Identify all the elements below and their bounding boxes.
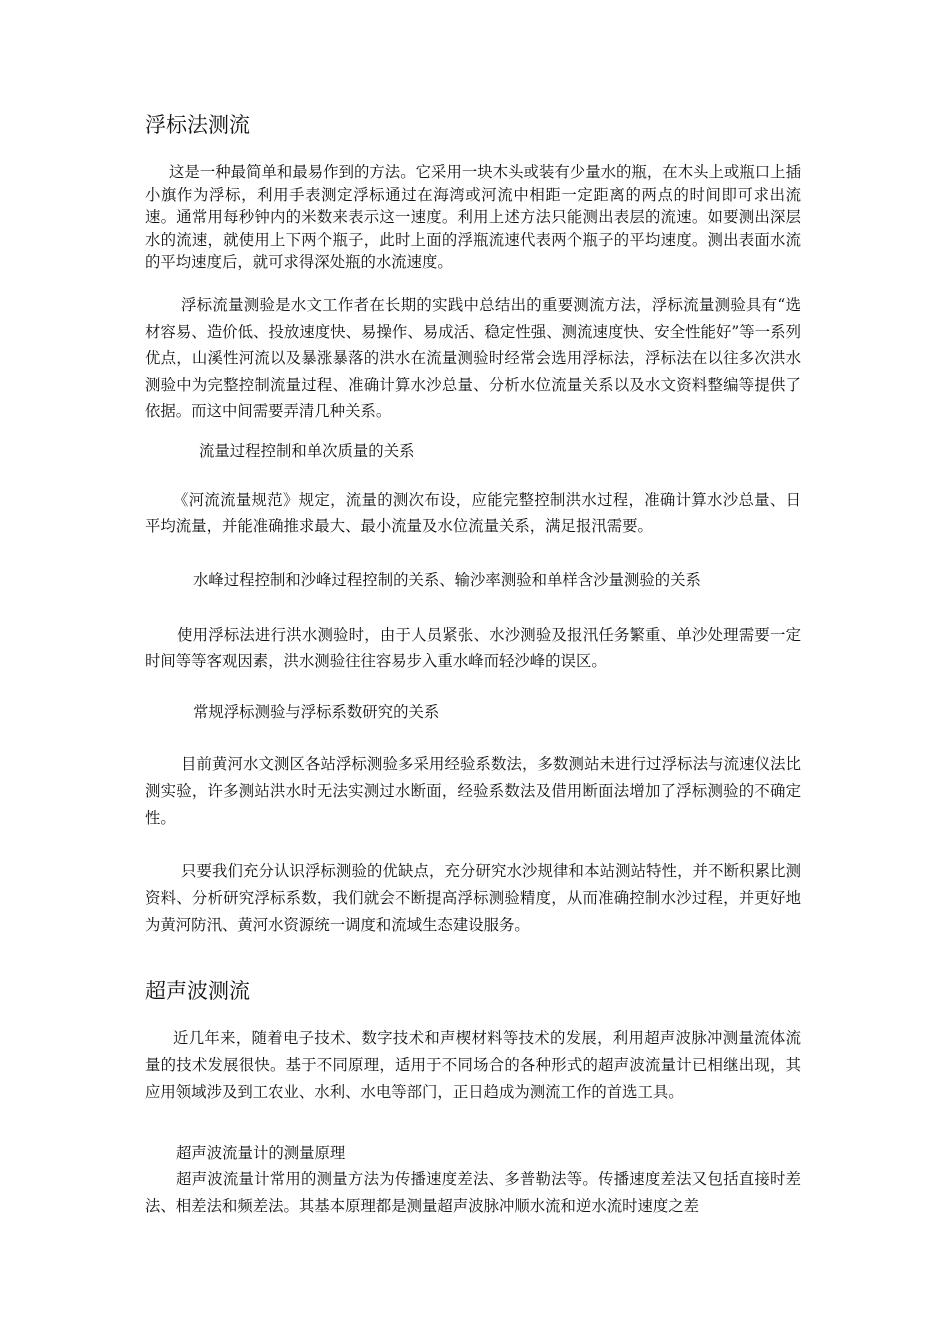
section-title-float-method: 浮标法测流 (145, 113, 250, 137)
subheading-water-sediment-peak: 水峰过程控制和沙峰过程控制的关系、输沙率测验和单样含沙量测验的关系 (193, 571, 701, 589)
paragraph-yellow-river-stations: 目前黄河水文测区各站浮标测验多采用经验系数法，多数测站未进行过浮标法与流速仪法比测实验，许多测站洪水时无法实测过水断面，经验系数法及借用断面法增加了浮标测验的不确定性。 (145, 755, 801, 827)
paragraph-ultrasonic-intro: 近几年来，随着电子技术、数字技术和声楔材料等技术的发展，利用超声波脉冲测量流体流量的技术发展很快。基于不同原理，适用于不同场合的各种形式的超声波流量计已相继出现，其应用领域涉及到工农业、水利、水电等部门，正日趋成为测流工作的首选工具。 (145, 1029, 801, 1101)
subheading-flow-process-control: 流量过程控制和单次质量的关系 (199, 442, 415, 460)
section-title-ultrasonic: 超声波测流 (145, 979, 250, 1003)
paragraph-float-conclusion: 只要我们充分认识浮标测验的优缺点，充分研究水沙规律和本站测站特性，并不断积累比测资料、分析研究浮标系数，我们就会不断提高浮标测验精度，从而准确控制水沙过程，并更好地为黄河防汛、黄河水资源统一调度和流域生态建设服务。 (145, 862, 801, 934)
paragraph-float-advantages: 浮标流量测验是水文工作者在长期的实践中总结出的重要测流方法，浮标流量测验具有“选材容易、造价低、投放速度快、易操作、易成活、稳定性强、测流速度快、安全性能好”等一系列优点，山溪性河流以及暴涨暴落的洪水在流量测验时经常会选用浮标法，浮标法在以往多次洪水测验中为完整控制流量过程、准确计算水沙总量、分析水位流量关系以及水文资料整编等提供了依据。而这中间需要弄清几种关系。 (145, 296, 801, 420)
paragraph-flood-measurement: 使用浮标法进行洪水测验时，由于人员紧张、水沙测验及报汛任务繁重、单沙处理需要一定时间等等客观因素，洪水测验往往容易步入重水峰而轻沙峰的误区。 (145, 626, 801, 670)
paragraph-float-intro: 这是一种最简单和最易作到的方法。它采用一块木头或装有少量水的瓶，在木头上或瓶口上插小旗作为浮标，利用手表测定浮标通过在海湾或河流中相距一定距离的两点的时间即可求出流速。通常用每秒钟内的米数来表示这一速度。利用上述方法只能测出表层的流速。如要测出深层水的流速，就使用上下两个瓶子，此时上面的浮瓶流速代表两个瓶子的平均速度。测出表面水流的平均速度后，就可求得深处瓶的水流速度。 (145, 163, 801, 271)
paragraph-flow-specification: 《河流流量规范》规定，流量的测次布设，应能完整控制洪水过程，准确计算水沙总量、日平均流量，并能准确推求最大、最小流量及水位流量关系，满足报汛需要。 (145, 491, 801, 535)
paragraph-ultrasonic-principle: 超声波流量计常用的测量方法为传播速度差法、多普勒法等。传播速度差法又包括直接时差法、相差法和频差法。其基本原理都是测量超声波脉冲顺水流和逆水流时速度之差 (145, 1170, 801, 1215)
subheading-ultrasonic-principle: 超声波流量计的测量原理 (176, 1144, 346, 1162)
subheading-float-coefficient: 常规浮标测验与浮标系数研究的关系 (193, 703, 440, 721)
